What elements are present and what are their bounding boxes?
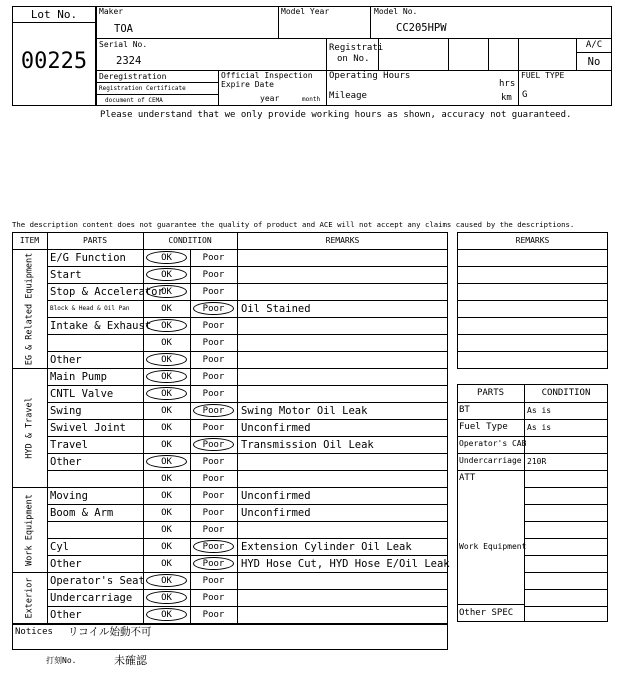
ok-circle-mark: [146, 455, 187, 468]
right-condition-value: As is: [527, 423, 552, 432]
item-header: ITEM: [19, 236, 40, 245]
remark-text: HYD Hose Cut, HYD Hose E/Oil Leak: [241, 558, 450, 570]
right-condition-value: 210R: [527, 457, 547, 466]
hrs-label: hrs: [499, 79, 516, 89]
fuel-type-label: FUEL TYPE: [521, 71, 565, 80]
part-label: CNTL Valve: [50, 388, 114, 400]
poor-option: Poor: [202, 253, 225, 263]
poor-circle-mark: [193, 557, 234, 570]
remark-text: Extension Cylinder Oil Leak: [241, 541, 412, 553]
ok-circle-mark: [146, 319, 187, 332]
group-label: Work Equipment: [24, 493, 35, 566]
part-label: Intake & Exhaust: [50, 320, 152, 332]
right-part-label: ATT: [459, 473, 476, 483]
poor-option: Poor: [202, 338, 225, 348]
poor-option: Poor: [202, 491, 225, 501]
model-no-value: CC205HPW: [396, 22, 447, 34]
poor-option: Poor: [202, 406, 225, 416]
part-label: Undercarriage: [50, 592, 133, 604]
notices-label: Notices: [15, 627, 53, 637]
ok-circle-mark: [146, 574, 187, 587]
group-label: Exterior: [24, 577, 35, 618]
ac-value: No: [587, 56, 601, 68]
right-part-label: Other SPEC: [459, 608, 514, 618]
disclaimer: The description content does not guarantee the quality of product and ACE will not accept any claims caused by the descriptions.: [12, 220, 575, 229]
maker-value: TOA: [114, 23, 133, 35]
ok-circle-mark: [146, 353, 187, 366]
ok-option: OK: [161, 440, 172, 450]
ok-option: OK: [161, 253, 172, 263]
part-label: Main Pump: [50, 371, 107, 383]
ok-option: OK: [161, 304, 172, 314]
right-part-label: Operator's CAB: [459, 439, 527, 448]
serial-value: 2324: [116, 55, 142, 67]
poor-option: Poor: [202, 389, 225, 399]
ok-circle-mark: [146, 285, 187, 298]
part-label: E/G Function: [50, 252, 126, 264]
remark-text: Transmission Oil Leak: [241, 439, 374, 451]
part-label: Swing: [50, 405, 82, 417]
poor-circle-mark: [193, 404, 234, 417]
ok-circle-mark: [146, 591, 187, 604]
condition-header: CONDITION: [168, 236, 212, 245]
poor-option: Poor: [202, 270, 225, 280]
part-label: Moving: [50, 490, 88, 502]
part-label: Start: [50, 269, 82, 281]
ok-option: OK: [161, 406, 172, 416]
right-condition-header: CONDITION: [541, 388, 591, 398]
poor-option: Poor: [202, 355, 225, 365]
registration-certificate-label: Registration Certificate: [99, 85, 186, 92]
ok-option: OK: [161, 372, 172, 382]
ok-circle-mark: [146, 387, 187, 400]
year-label: year: [260, 94, 280, 103]
part-label: Travel: [50, 439, 88, 451]
part-label: Other: [50, 609, 82, 621]
mileage-label: Mileage: [329, 91, 367, 101]
km-label: km: [501, 93, 512, 103]
lot-number: 00225: [20, 49, 88, 74]
parts-header: PARTS: [82, 236, 108, 245]
stamp-value: 未確認: [114, 654, 147, 667]
ok-option: OK: [161, 610, 172, 620]
ok-option: OK: [161, 508, 172, 518]
ac-label: A/C: [585, 40, 603, 50]
right-part-label: Fuel Type: [459, 422, 508, 432]
part-label: Cyl: [50, 541, 69, 553]
ok-option: OK: [161, 491, 172, 501]
part-label: Other: [50, 354, 82, 366]
right-part-label: Undercarriage: [459, 456, 522, 465]
right-part-label: Work Equipment: [459, 542, 527, 551]
poor-option: Poor: [202, 576, 225, 586]
inspection-label: Official Inspection: [221, 71, 313, 80]
poor-option: Poor: [202, 525, 225, 535]
poor-option: Poor: [202, 304, 225, 314]
ok-option: OK: [161, 321, 172, 331]
registration-label-2: on No.: [337, 54, 370, 64]
ok-circle-mark: [146, 251, 187, 264]
registration-label: Registrati: [329, 43, 384, 53]
stamp-label: 打刻No.: [46, 656, 77, 665]
part-label: Swivel Joint: [50, 422, 126, 434]
cema-document-label: document of CEMA: [105, 97, 163, 104]
poor-option: Poor: [202, 593, 225, 603]
ok-option: OK: [161, 593, 172, 603]
poor-option: Poor: [202, 542, 225, 552]
part-label: Stop & Accelerator: [50, 286, 164, 298]
poor-option: Poor: [202, 287, 225, 297]
part-label: Other: [50, 456, 82, 468]
right-parts-header: PARTS: [476, 388, 505, 398]
model-no-label: Model No.: [374, 7, 418, 16]
ok-option: OK: [161, 457, 172, 467]
right-condition-value: As is: [527, 406, 552, 415]
remark-text: Swing Motor Oil Leak: [241, 405, 368, 417]
ok-option: OK: [161, 355, 172, 365]
part-label: Operator's Seat: [50, 575, 145, 587]
maker-label: Maker: [99, 7, 124, 16]
poor-option: Poor: [202, 559, 225, 569]
hours-notice: Please understand that we only provide working hours as shown, accuracy not guaranteed.: [100, 110, 572, 120]
ok-option: OK: [161, 270, 172, 280]
group-label: HYD & Travel: [24, 396, 35, 459]
operating-hours-label: Operating Hours: [329, 71, 411, 81]
ok-option: OK: [161, 474, 172, 484]
ok-circle-mark: [146, 268, 187, 281]
poor-option: Poor: [202, 457, 225, 467]
ok-option: OK: [161, 525, 172, 535]
ok-option: OK: [161, 576, 172, 586]
part-label: Boom & Arm: [50, 507, 114, 519]
poor-option: Poor: [202, 423, 225, 433]
deregistration-label: Deregistration: [99, 72, 167, 81]
remarks-header: REMARKS: [325, 236, 360, 245]
remark-text: Unconfirmed: [241, 490, 311, 502]
poor-circle-mark: [193, 302, 234, 315]
right-part-label: BT: [459, 405, 470, 415]
poor-circle-mark: [193, 540, 234, 553]
part-label: Block & Head & Oil Pan: [50, 305, 130, 312]
poor-circle-mark: [193, 438, 234, 451]
serial-label: Serial No.: [99, 40, 148, 49]
ok-option: OK: [161, 559, 172, 569]
poor-option: Poor: [202, 440, 225, 450]
ok-option: OK: [161, 423, 172, 433]
ok-option: OK: [161, 338, 172, 348]
ok-option: OK: [161, 542, 172, 552]
ok-option: OK: [161, 389, 172, 399]
poor-option: Poor: [202, 474, 225, 484]
inspection-label-2: Expire Date: [221, 80, 274, 89]
fuel-type-value: G: [522, 90, 528, 100]
part-label: Other: [50, 558, 82, 570]
model-year-label: Model Year: [281, 7, 330, 16]
month-label: month: [302, 96, 321, 103]
lot-label: Lot No.: [30, 8, 78, 21]
right-remarks-header: REMARKS: [515, 236, 550, 245]
poor-option: Poor: [202, 321, 225, 331]
remark-text: Unconfirmed: [241, 507, 311, 519]
poor-option: Poor: [202, 372, 225, 382]
poor-option: Poor: [202, 610, 225, 620]
group-label: EG & Related Equipment: [24, 252, 35, 365]
ok-circle-mark: [146, 608, 187, 621]
notices-value: リコイル始動不可: [68, 626, 152, 638]
poor-option: Poor: [202, 508, 225, 518]
ok-option: OK: [161, 287, 172, 297]
ok-circle-mark: [146, 370, 187, 383]
remark-text: Oil Stained: [241, 303, 311, 315]
remark-text: Unconfirmed: [241, 422, 311, 434]
